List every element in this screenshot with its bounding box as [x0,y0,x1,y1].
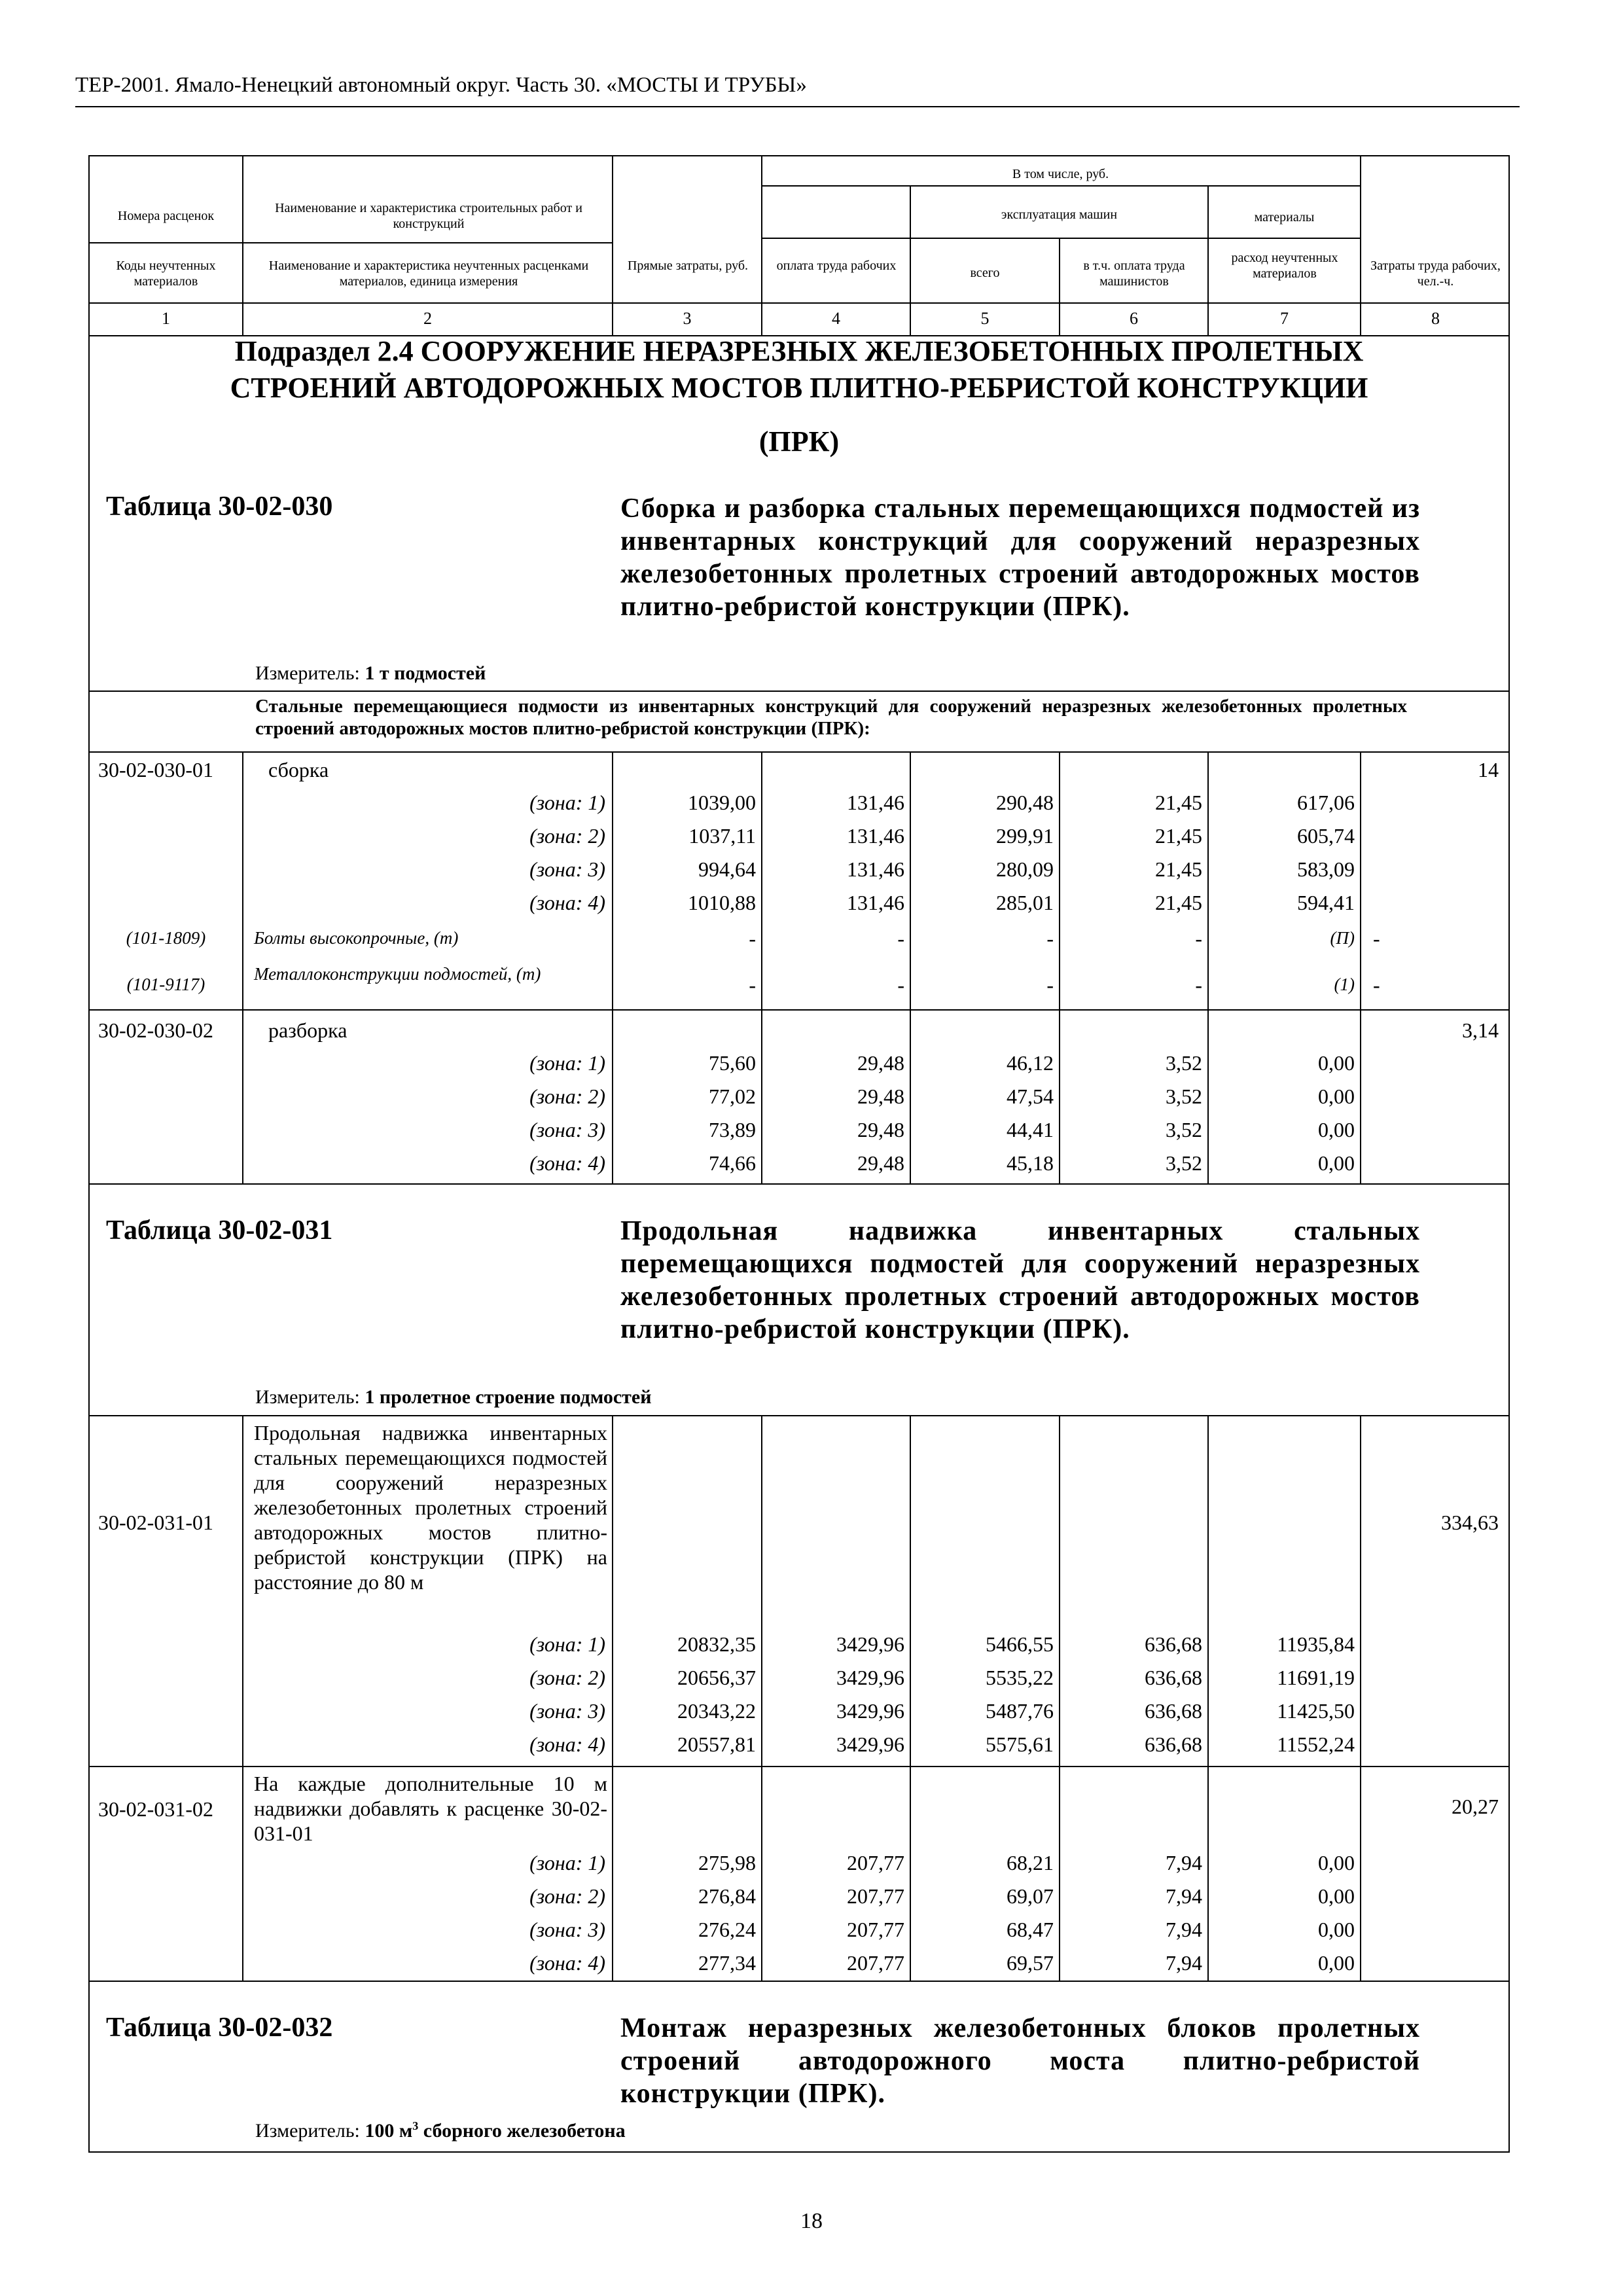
material-code: (101-1809) [126,928,206,948]
material-name: Металлоконструкции подмостей, (т) [254,964,541,984]
zone-label: (зона: 1) [529,791,605,814]
labor-cost: 3,14 [1462,1018,1499,1042]
materials-cost: 0,00 [1318,1151,1355,1175]
column-number: 7 [1280,309,1289,328]
labor-cost: 334,63 [1441,1511,1499,1534]
rate-code: 30-02-030-02 [98,1018,213,1042]
section-title-line: СТРОЕНИЙ АВТОДОРОЖНЫХ МОСТОВ ПЛИТНО-РЕБРИСТОЙ КОНСТРУКЦИИ [230,372,1368,404]
machinist-wages: 7,94 [1166,1851,1202,1874]
direct-cost: 276,24 [698,1918,756,1941]
direct-cost: 994,64 [698,857,756,881]
machines-cost: 5487,76 [986,1699,1054,1723]
wages-cost: 3429,96 [836,1699,904,1723]
column-number: 6 [1130,309,1138,328]
section-title-line: Подраздел 2.4 СООРУЖЕНИЕ НЕРАЗРЕЗНЫХ ЖЕЛЕЗОБЕТОННЫХ ПРОЛЕТНЫХ [234,335,1364,367]
direct-cost: 73,89 [709,1118,756,1141]
direct-cost: 77,02 [709,1085,756,1108]
materials-cost: 0,00 [1318,1918,1355,1941]
header-including: В том числе, руб. [1012,167,1109,181]
machines-cost: 46,12 [1007,1051,1054,1075]
materials-cost: 11935,84 [1277,1632,1355,1656]
grid-line [612,155,613,335]
grid-line [88,242,612,243]
machines-cost: 69,57 [1007,1951,1054,1975]
machinist-wages: - [1195,927,1202,950]
labor-cost: - [1373,927,1380,950]
header-col2-bottom: Наименование и характеристика неучтенных расценками материалов, единица измерения [268,259,589,289]
grid-line [761,185,1360,187]
direct-cost: 1037,11 [688,824,756,848]
machinist-wages: 21,45 [1155,891,1202,914]
machines-cost: 68,47 [1007,1918,1054,1941]
material-name: Болты высокопрочные, (т) [254,928,459,948]
machinist-wages: 21,45 [1155,791,1202,814]
header-rule [75,106,1520,107]
zone-label: (зона: 2) [529,824,605,848]
direct-cost: 74,66 [709,1151,756,1175]
rate-code: 30-02-030-01 [98,758,213,781]
column-number: 5 [980,309,990,328]
materials-cost: 0,00 [1318,1884,1355,1908]
grid-line [761,155,762,335]
machines-cost: 290,48 [996,791,1054,814]
table-title: Продольная надвижка инвентарных стальных перемещающихся подмостей для сооружений неразрезных железобетонных пролетных строений автодорожных мостов плитно-ребристой конструкции (ПРК). [620,1216,1420,1344]
machinist-wages: 21,45 [1155,857,1202,881]
materials-cost: 0,00 [1318,1951,1355,1975]
machines-cost: 280,09 [996,857,1054,881]
direct-cost: 20656,37 [677,1666,756,1689]
table-title: Монтаж неразрезных железобетонных блоков пролетных строений автодорожного моста плитно-ребристой конструкции (ПРК). [620,2013,1420,2109]
direct-cost: 75,60 [709,1051,756,1075]
grid-line [88,751,1510,753]
zone-label: (зона: 2) [529,1085,605,1108]
wages-cost: - [897,973,904,997]
machinist-wages: 7,94 [1166,1884,1202,1908]
wages-cost: 207,77 [847,1884,904,1908]
machinist-wages: 636,68 [1145,1732,1202,1756]
rate-name: разборка [268,1018,348,1042]
wages-cost: 207,77 [847,1918,904,1941]
table-label: Таблица 30-02-030 [106,492,333,522]
wages-cost: 131,46 [847,791,904,814]
direct-cost: 20343,22 [677,1699,756,1723]
header-col1-bottom: Коды неучтенных материалов [116,259,216,289]
machines-cost: 45,18 [1007,1151,1054,1175]
machines-cost: 5575,61 [986,1732,1054,1756]
direct-cost: 277,34 [698,1951,756,1975]
header-machines: эксплуатация машин [1001,207,1118,222]
zone-label: (зона: 1) [529,1051,605,1075]
grid-line [88,1981,1510,1982]
wages-cost: 29,48 [857,1151,904,1175]
machinist-wages: 636,68 [1145,1666,1202,1689]
materials-cost: 11552,24 [1277,1732,1355,1756]
zone-label: (зона: 3) [529,1918,605,1941]
direct-cost: 20557,81 [677,1732,756,1756]
rate-name: Продольная надвижка инвентарных стальных перемещающихся подмостей для сооружений неразрезных железобетонных пролетных строений автодорожных мостов плитно-ребристой конструкции (ПРК) на расстояние до 80 м [254,1421,607,1594]
material-code: (101-9117) [126,975,205,994]
zone-label: (зона: 3) [529,1699,605,1723]
wages-cost: 29,48 [857,1085,904,1108]
table-title: Сборка и разборка стальных перемещающихся подмостей из инвентарных конструкций для сооружений неразрезных железобетонных пролетных строений автодорожных мостов плитно-ребристой конструкции (ПРК). [620,493,1420,622]
column-number: 1 [162,309,170,328]
table-label: Таблица 30-02-032 [106,2013,333,2043]
machinist-wages: 636,68 [1145,1632,1202,1656]
machinist-wages: 21,45 [1155,824,1202,848]
rate-name: На каждые дополнительные 10 м надвижки добавлять к расценке 30-02-031-01 [254,1772,607,1845]
machinist-wages: 7,94 [1166,1918,1202,1941]
direct-cost: - [749,973,756,997]
zone-label: (зона: 2) [529,1884,605,1908]
materials-cost: 0,00 [1318,1851,1355,1874]
zone-label: (зона: 1) [529,1851,605,1874]
machines-cost: - [1046,927,1054,950]
column-number: 8 [1431,309,1440,328]
grid-line [88,691,1510,692]
grid-line [88,1766,1510,1767]
header-machines-total: всего [970,266,1000,280]
machinist-wages: - [1195,973,1202,997]
materials-cost: 583,09 [1297,857,1355,881]
wages-cost: 3429,96 [836,1732,904,1756]
materials-cost: 0,00 [1318,1051,1355,1075]
direct-cost: 1010,88 [688,891,756,914]
table-intro: Стальные перемещающиеся подмости из инвентарных конструкций для сооружений неразрезных железобетонных пролетных строений автодорожных мостов плитно-ребристой конструкции (ПРК): [255,696,1407,739]
wages-cost: 3429,96 [836,1666,904,1689]
header-machines-wages: в т.ч. оплата труда машинистов [1083,259,1185,289]
rate-name: сборка [268,758,329,781]
wages-cost: 3429,96 [836,1632,904,1656]
grid-line [242,155,243,335]
table-label: Таблица 30-02-031 [106,1215,333,1246]
grid-line [1360,1415,1361,1981]
wages-cost: - [897,927,904,950]
machines-cost: 68,21 [1007,1851,1054,1874]
machines-cost: 5466,55 [986,1632,1054,1656]
zone-label: (зона: 3) [529,857,605,881]
machinist-wages: 3,52 [1166,1085,1202,1108]
direct-cost: 275,98 [698,1851,756,1874]
table-meter: Измеритель: 100 $м^3$ сборного железобетона [255,2119,626,2142]
zone-label: (зона: 3) [529,1118,605,1141]
grid-line [88,302,1510,304]
section-title-line: (ПРК) [758,425,840,457]
zone-label: (зона: 4) [529,1151,605,1175]
machines-cost: 69,07 [1007,1884,1054,1908]
header-wages: оплата труда рабочих [776,259,897,273]
materials-cost: 0,00 [1318,1085,1355,1108]
machines-cost: - [1046,973,1054,997]
machines-cost: 5535,22 [986,1666,1054,1689]
table-meter: Измеритель: 1 т подмостей [255,662,486,684]
material-quantity: (П) [1330,928,1355,948]
grid-line [88,1415,1510,1416]
labor-cost: - [1373,973,1380,997]
machinist-wages: 3,52 [1166,1118,1202,1141]
rate-code: 30-02-031-02 [98,1797,213,1821]
wages-cost: 29,48 [857,1118,904,1141]
machinist-wages: 636,68 [1145,1699,1202,1723]
materials-cost: 617,06 [1297,791,1355,814]
wages-cost: 207,77 [847,1851,904,1874]
machinist-wages: 7,94 [1166,1951,1202,1975]
zone-label: (зона: 1) [529,1632,605,1656]
wages-cost: 207,77 [847,1951,904,1975]
materials-cost: 594,41 [1297,891,1355,914]
zone-label: (зона: 4) [529,1951,605,1975]
wages-cost: 131,46 [847,824,904,848]
page-number: 18 [800,2209,823,2233]
rate-code: 30-02-031-01 [98,1511,213,1534]
header-direct-costs: Прямые затраты, руб. [627,259,749,273]
zone-label: (зона: 4) [529,891,605,914]
zone-label: (зона: 2) [529,1666,605,1689]
materials-cost: 0,00 [1318,1118,1355,1141]
direct-cost: - [749,927,756,950]
machines-cost: 44,41 [1007,1118,1054,1141]
wages-cost: 29,48 [857,1051,904,1075]
column-number: 4 [832,309,840,328]
machines-cost: 299,91 [996,824,1054,848]
page-header: ТЕР-2001. Ямало-Ненецкий автономный округ. Часть 30. «МОСТЫ И ТРУБЫ» [75,73,807,97]
header-labor: Затраты труда рабочих, чел.-ч. [1370,259,1501,289]
grid-line [88,1183,1510,1185]
grid-line [88,1009,1510,1011]
column-number: 2 [423,309,432,328]
column-number: 3 [683,309,692,328]
grid-line [1360,155,1361,335]
header-materials-unaccounted: расход неучтенных материалов [1231,251,1338,281]
machinist-wages: 3,52 [1166,1051,1202,1075]
header-col1-top: Номера расценок [117,209,215,223]
machines-cost: 285,01 [996,891,1054,914]
header-col2-top: Наименование и характеристика строительных работ и конструкций [275,201,582,231]
machinist-wages: 3,52 [1166,1151,1202,1175]
materials-cost: 11425,50 [1277,1699,1355,1723]
grid-line [761,238,1360,239]
grid-line [1360,751,1361,1183]
labor-cost: 14 [1478,758,1499,781]
table-meter: Измеритель: 1 пролетное строение подмостей [255,1386,652,1408]
direct-cost: 20832,35 [677,1632,756,1656]
direct-cost: 1039,00 [688,791,756,814]
material-quantity: (1) [1334,975,1355,994]
zone-label: (зона: 4) [529,1732,605,1756]
wages-cost: 131,46 [847,857,904,881]
direct-cost: 276,84 [698,1884,756,1908]
header-materials: материалы [1254,210,1315,224]
machines-cost: 47,54 [1007,1085,1054,1108]
labor-cost: 20,27 [1452,1795,1499,1818]
materials-cost: 11691,19 [1277,1666,1355,1689]
wages-cost: 131,46 [847,891,904,914]
materials-cost: 605,74 [1297,824,1355,848]
